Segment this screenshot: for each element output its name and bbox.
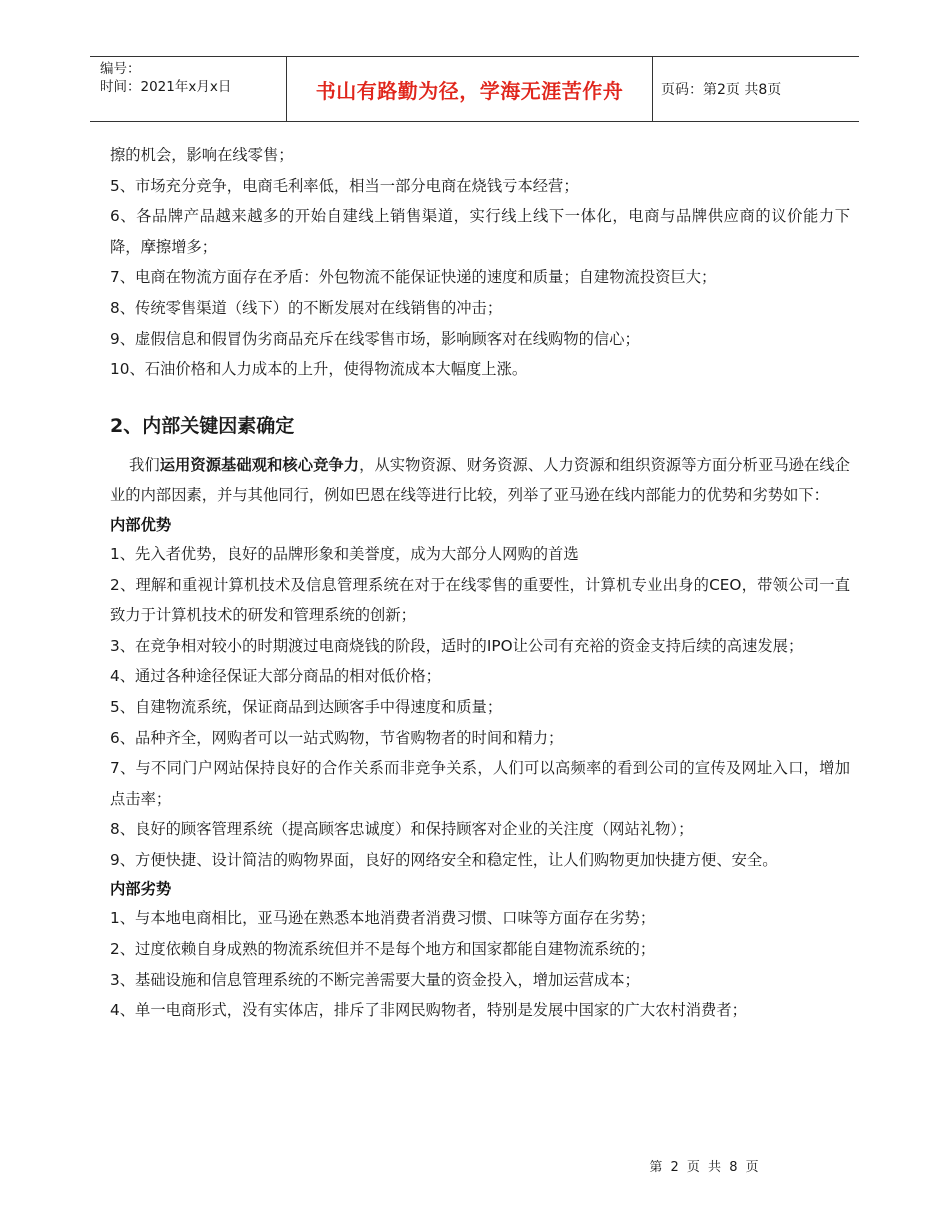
- strengths-title: 内部优势: [110, 515, 172, 534]
- intro-prefix: 我们: [129, 455, 160, 474]
- body-line: 擦的机会，影响在线零售；: [110, 146, 294, 164]
- header-time: 时间：2021年x月x日: [100, 79, 232, 95]
- header-motto: 书山有路勤为径，学海无涯苦作舟: [286, 57, 653, 121]
- header-meta: [90, 57, 286, 121]
- strength-item: 2、理解和重视计算机技术及信息管理系统在对于在线零售的重要性，计算机专业出身的CEO，带领公司一直致力于计算机技术的研发和管理系统的创新；: [110, 575, 850, 625]
- body-line: 8、传统零售渠道（线下）的不断发展对在线销售的冲击；: [110, 298, 503, 317]
- document-body: [110, 140, 850, 1026]
- weakness-item: 4、单一电商形式，没有实体店，排斥了非网民购物者，特别是发展中国家的广大农村消费者；: [110, 1001, 747, 1020]
- weakness-item: 1、与本地电商相比，亚马逊在熟悉本地消费者消费习惯、口味等方面存在劣势；: [110, 909, 656, 928]
- body-paragraph: 6、各品牌产品越来越多的开始自建线上销售渠道，实行线上线下一体化，电商与品牌供应商的议价能力下降，摩擦增多；: [110, 207, 850, 256]
- page-header: [90, 56, 859, 122]
- intro-keyword: 运用资源基础观和核心竞争力: [159, 455, 360, 474]
- strength-item: 5、自建物流系统，保证商品到达顾客手中得速度和质量；: [110, 697, 503, 716]
- body-line: 5、市场充分竞争，电商毛利率低，相当一部分电商在烧钱亏本经营；: [110, 176, 579, 195]
- body-line: 10、石油价格和人力成本的上升，使得物流成本大幅度上涨。: [110, 360, 528, 379]
- header-page-info: 页码：第2页 共8页: [661, 82, 782, 98]
- weaknesses-title: 内部劣势: [110, 880, 172, 899]
- strength-item: 8、良好的顾客管理系统（提高顾客忠诚度）和保持顾客对企业的关注度（网站礼物）；: [110, 820, 694, 839]
- strength-item: 4、通过各种途径保证大部分商品的相对低价格；: [110, 667, 441, 686]
- weakness-item: 2、过度依赖自身成熟的物流系统但并不是每个地方和国家都能自建物流系统的；: [110, 940, 656, 959]
- strength-item: 6、品种齐全，网购者可以一站式购物，节省购物者的时间和精力；: [110, 728, 564, 747]
- section-heading: 2、内部关键因素确定: [110, 414, 295, 437]
- strength-item: 7、与不同门户网站保持良好的合作关系而非竞争关系，人们可以高频率的看到公司的宣传及网址入口，增加点击率；: [110, 759, 850, 808]
- intro-text: ，从实物资源、财务资源、人力资源和组织资源等方面分析亚马逊在线企业的内部因素，并与其他同行，例如巴恩在线等进行比较，列举了亚马逊在线内部能力的优势和劣势如下：: [110, 455, 850, 505]
- header-number: 编号：: [100, 61, 141, 77]
- body-line: 7、电商在物流方面存在矛盾：外包物流不能保证快递的速度和质量；自建物流投资巨大；: [110, 268, 717, 287]
- strength-item: 3、在竞争相对较小的时期渡过电商烧钱的阶段，适时的IPO让公司有充裕的资金支持后续的高速发展；: [110, 636, 804, 655]
- body-line: 9、虚假信息和假冒伪劣商品充斥在线零售市场，影响顾客对在线购物的信心；: [110, 329, 640, 348]
- weakness-item: 3、基础设施和信息管理系统的不断完善需要大量的资金投入，增加运营成本；: [110, 970, 640, 989]
- section-intro: [110, 450, 850, 511]
- strength-item: 9、方便快捷、设计简洁的购物界面，良好的网络安全和稳定性，让人们购物更加快捷方便、安全。: [110, 850, 778, 869]
- strength-item: 1、先入者优势，良好的品牌形象和美誉度，成为大部分人网购的首选: [110, 544, 579, 563]
- page-footer: 第 2 页 共 8 页: [649, 1160, 761, 1175]
